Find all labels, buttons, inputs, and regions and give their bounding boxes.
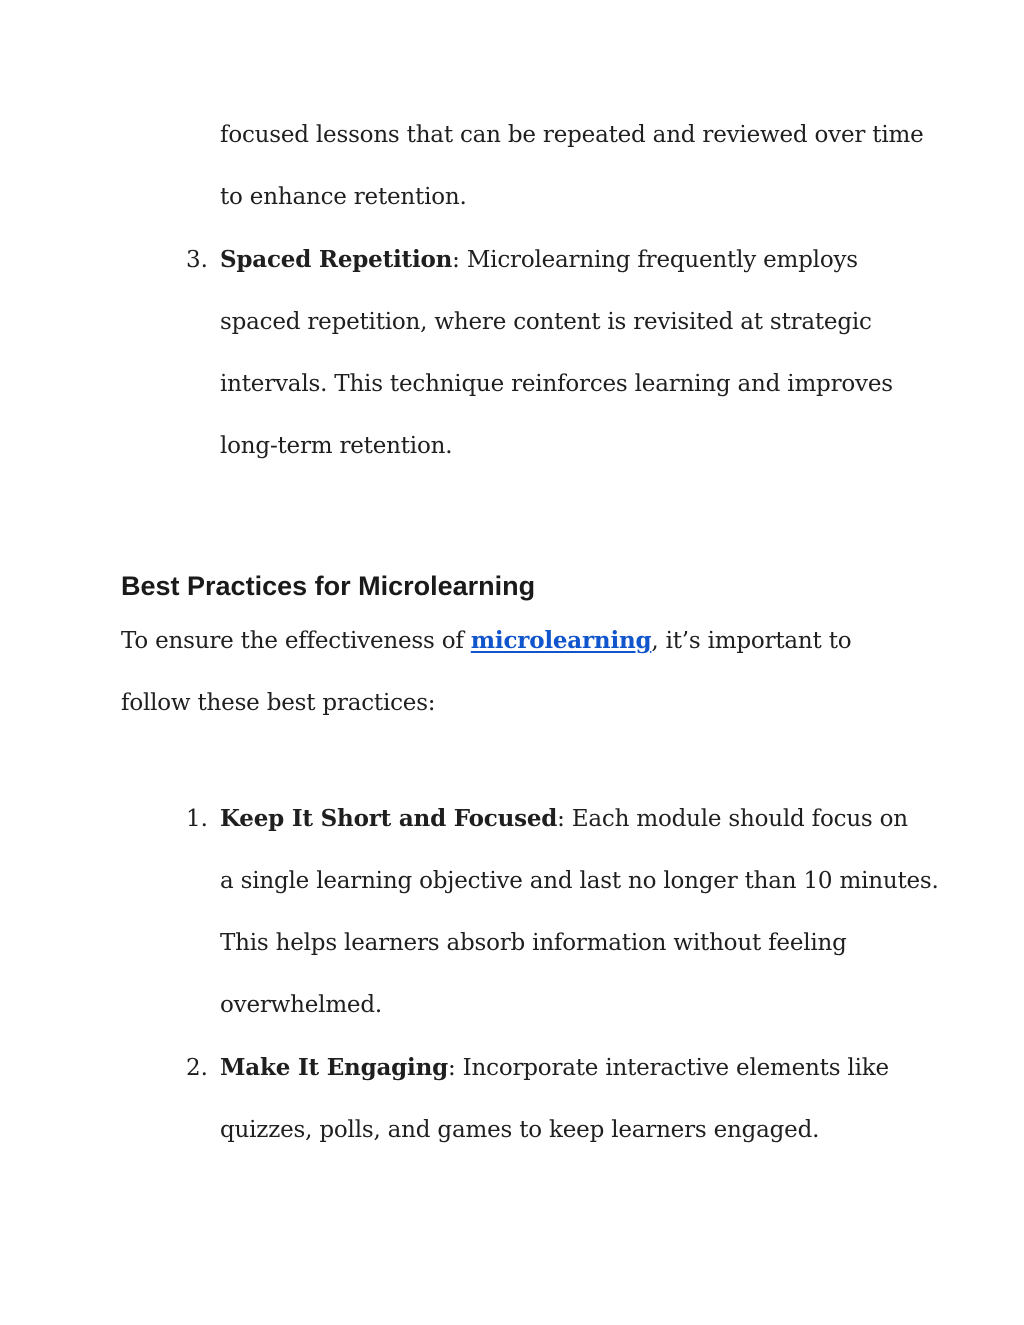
intro-text-before-link: To ensure the effectiveness of [121,628,471,654]
microlearning-link[interactable]: microlearning [470,627,652,654]
practice-1-term: Keep It Short and Focused [220,805,558,832]
practice-2-line-2: quizzes, polls, and games to keep learners engaged. [220,1117,820,1143]
practice-2-line-1 [220,1053,889,1083]
practice-1-line-2: a single learning objective and last no longer than 10 minutes. [220,868,939,894]
practice-1-line-4: overwhelmed. [220,992,382,1018]
list-item-3-line-4: long-term retention. [220,433,453,459]
section-heading: Best Practices for Microlearning [121,571,536,601]
practice-2-text: : Incorporate interactive elements like [448,1055,889,1081]
list-item-3-term: Spaced Repetition [220,246,453,273]
list-number-3: 3. [186,247,208,273]
list-item-3-line-1 [220,245,858,275]
list-number-2: 2. [186,1055,208,1081]
list-number-1: 1. [186,806,208,832]
list-item-3-text: : Microlearning frequently employs [452,247,858,273]
list-item-3-line-3: intervals. This technique reinforces learning and improves [220,371,893,397]
list-item-3-line-2: spaced repetition, where content is revisited at strategic [220,309,872,335]
prev-item-line-2: to enhance retention. [220,184,467,210]
practice-1-line-3: This helps learners absorb information without feeling [220,930,847,956]
practice-2-term: Make It Engaging [220,1054,448,1081]
intro-line-2: follow these best practices: [121,690,436,716]
intro-line-1 [121,626,851,656]
intro-text-after-link: , it’s important to [651,628,852,654]
practice-1-line-1 [220,804,908,834]
practice-1-text: : Each module should focus on [557,806,908,832]
prev-item-line-1: focused lessons that can be repeated and reviewed over time [220,122,924,148]
